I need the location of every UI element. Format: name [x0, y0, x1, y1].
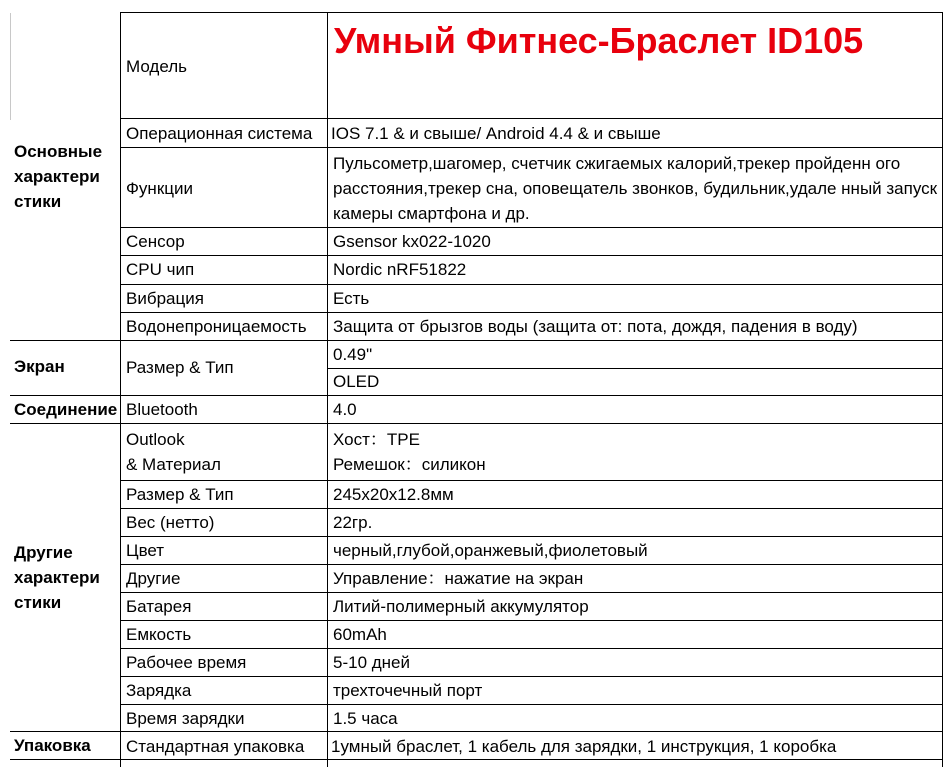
border-top [120, 12, 943, 13]
label-package: Стандартная упаковка [126, 737, 305, 756]
section-connection: Соединение [14, 400, 118, 419]
value-sensor: Gsensor kx022-1020 [333, 232, 491, 251]
value-other: Управление：нажатие на экран [333, 569, 584, 588]
border-right [942, 12, 943, 767]
label-outlook-2: & Материал [126, 455, 221, 474]
border-row [120, 648, 943, 649]
value-os: IOS 7.1 & и свыше/ Android 4.4 & и свыше [331, 124, 661, 143]
label-vibration: Вибрация [126, 289, 204, 308]
value-outlook-2: Ремешок：силикон [333, 455, 486, 474]
border-row [120, 284, 943, 285]
section-basic: Основные характери стики [14, 142, 103, 211]
border-row [120, 312, 943, 313]
section-other: Другие характери стики [14, 543, 100, 612]
label-waterproof: Водонепроницаемость [126, 317, 307, 336]
section-screen: Экран [14, 357, 65, 376]
border-col-2 [327, 12, 328, 767]
border-sec-conn-bottom [10, 423, 943, 424]
value-outlook-1: Хост：TPE [333, 430, 420, 449]
border-row [120, 118, 943, 119]
border-row [120, 508, 943, 509]
label-color: Цвет [126, 541, 165, 560]
border-row [120, 480, 943, 481]
value-screen-size: 0.49" [333, 345, 373, 364]
value-worktime: 5-10 дней [333, 653, 411, 672]
label-os: Операционная система [126, 124, 313, 143]
product-title: Умный Фитнес-Браслет ID105 [334, 20, 864, 61]
label-cpu: CPU чип [126, 260, 195, 279]
label-bluetooth: Bluetooth [126, 400, 198, 419]
value-size: 245x20x12.8мм [333, 485, 454, 504]
border-sec-screen-bottom [10, 395, 943, 396]
border-row [327, 368, 943, 369]
border-row [120, 227, 943, 228]
border-sec-other-bottom [10, 731, 943, 732]
label-capacity: Емкость [126, 625, 192, 644]
value-package: 1умный браслет, 1 кабель для зарядки, 1 инструкция, 1 коробка [331, 737, 837, 756]
label-size: Размер & Тип [126, 485, 234, 504]
border-row [120, 676, 943, 677]
border-bottom [10, 759, 943, 760]
value-battery: Литий-полимерный аккумулятор [333, 597, 589, 616]
label-functions: Функции [126, 179, 193, 198]
value-functions: Пульсометр,шагомер, счетчик сжигаемых калорий,трекер пройденн ого расстояния,трекер сна, оповещатель звонков, будильник,удале нный запуск камеры смартфона и др. [333, 154, 938, 223]
label-charge-time: Время зарядки [126, 709, 245, 728]
label-charging: Зарядка [126, 681, 192, 700]
label-sensor: Сенсор [126, 232, 185, 251]
border-row [120, 704, 943, 705]
label-model: Модель [126, 57, 188, 76]
border-sec-basic-bottom [10, 340, 943, 341]
value-screen-type: OLED [333, 372, 380, 391]
border-row [120, 147, 943, 148]
border-row [120, 620, 943, 621]
value-charging: трехточечный порт [333, 681, 483, 700]
label-weight: Вес (нетто) [126, 513, 215, 532]
label-screen-size: Размер & Тип [126, 358, 234, 377]
value-bluetooth: 4.0 [333, 400, 357, 419]
value-cpu: Nordic nRF51822 [333, 260, 467, 279]
label-battery: Батарея [126, 597, 192, 616]
value-vibration: Есть [333, 289, 370, 308]
section-packaging: Упаковка [14, 736, 91, 755]
label-outlook-1: Outlook [126, 430, 185, 449]
border-row [120, 536, 943, 537]
value-capacity: 60mAh [333, 625, 387, 644]
border-row [120, 592, 943, 593]
label-worktime: Рабочее время [126, 653, 247, 672]
value-waterproof: Защита от брызгов воды (защита от: пота, дождя, падения в воду) [333, 317, 858, 336]
label-other: Другие [126, 569, 181, 588]
value-charge-time: 1.5 часа [333, 709, 398, 728]
grid-line [10, 13, 11, 120]
border-col-1 [120, 12, 121, 767]
value-color: черный,глубой,оранжевый,фиолетовый [333, 541, 648, 560]
border-row [120, 564, 943, 565]
border-row [120, 255, 943, 256]
value-weight: 22гр. [333, 513, 373, 532]
